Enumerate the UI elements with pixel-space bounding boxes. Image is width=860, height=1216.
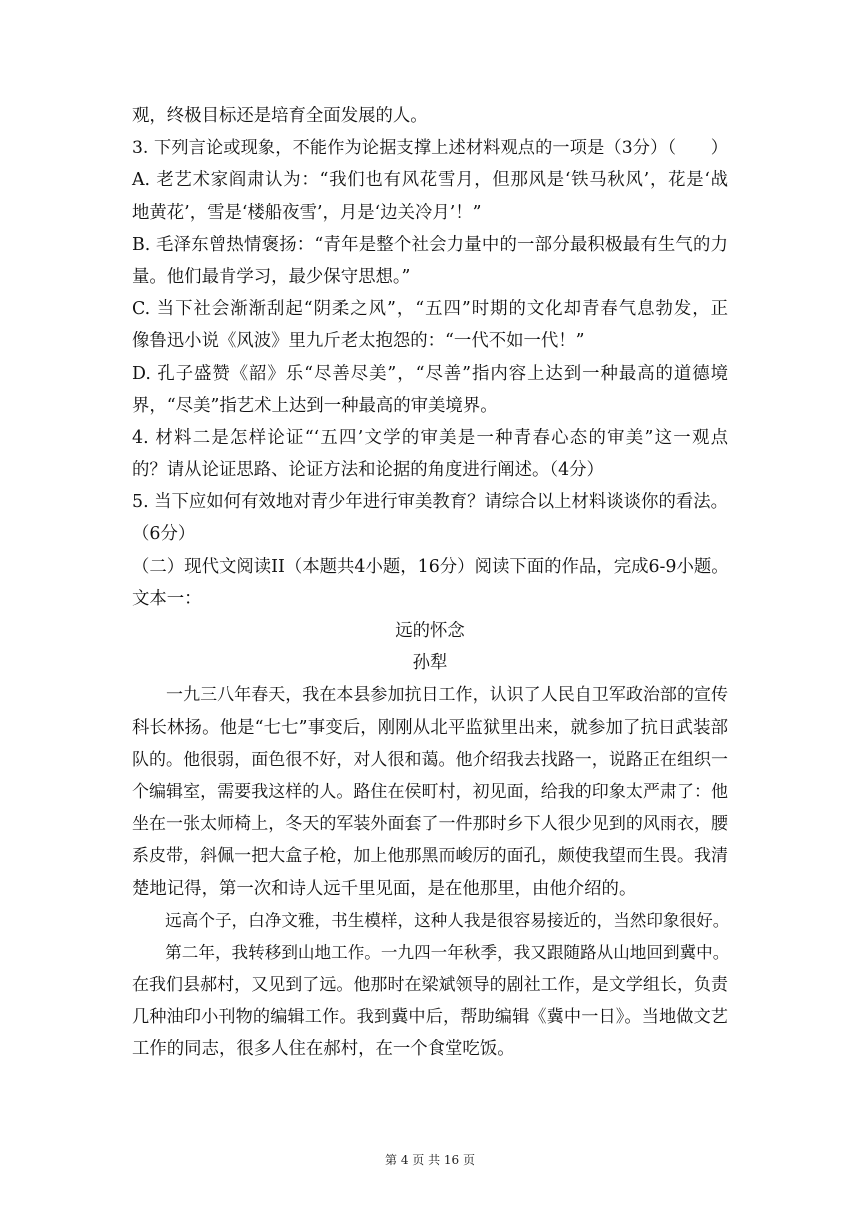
option-b-line-2: 量。他们最肯学习，最少保守思想。”: [132, 266, 411, 287]
article: [132, 615, 728, 1066]
page-footer: 第 4 页 共 16 页: [385, 1153, 475, 1167]
question-4-line-2: 的？请从论证思路、论证方法和论据的角度进行阐述。（4分）: [132, 460, 604, 481]
option-d-line-1: D. 孔子盛赞《韶》乐“尽善尽美”，“尽善”指内容上达到一种最高的道德境: [132, 363, 728, 384]
question-5-line-1: 5. 当下应如何有效地对青少年进行审美教育？请综合以上材料谈谈你的看法。: [132, 492, 729, 513]
text-one-label: 文本一：: [132, 588, 202, 609]
article-line: 个编辑室，需要我这样的人。路住在侯町村，初见面，给我的印象太严肃了：他: [132, 781, 728, 802]
option-a-line-1: A. 老艺术家阎肃认为：“我们也有风花雪月，但那风是‘铁马秋风’，花是‘战: [132, 170, 728, 191]
text-line: 观，终极目标还是培育全面发展的人。: [132, 106, 428, 126]
question-4-line-1: 4. 材料二是怎样论证“‘五四’文学的审美是一种青春心态的审美”这一观点: [132, 427, 728, 448]
option-a-line-2: 地黄花’，雪是‘楼船夜雪’，月是‘边关冷月’！”: [132, 202, 482, 223]
section-heading: （二）现代文阅读II（本题共4小题，16分）阅读下面的作品，完成6-9小题。: [132, 556, 729, 577]
article-line: 几种油印小刊物的编辑工作。我到冀中后，帮助编辑《冀中一日》。当地做文艺: [132, 1007, 728, 1028]
article-title: 远的怀念: [395, 621, 465, 641]
article-author: 孙犁: [412, 653, 448, 674]
article-line: 远高个子，白净文雅，书生模样，这种人我是很容易接近的，当然印象很好。: [132, 910, 730, 930]
article-line: 楚地记得，第一次和诗人远千里见面，是在他那里，由他介绍的。: [132, 878, 637, 899]
article-line: 在我们县郝村，又见到了远。他那时在梁斌领导的剧社工作，是文学组长，负责: [132, 975, 728, 996]
article-line: 第二年，我转移到山地工作。一九四一年秋季，我又跟随路从山地回到冀中。: [132, 942, 730, 962]
questions-section: [132, 100, 728, 615]
article-line: 一九三八年春天，我在本县参加抗日工作，认识了人民自卫军政治部的宣传: [132, 685, 728, 706]
question-5-line-2: （6分）: [132, 524, 196, 545]
option-c-line-2: 像鲁迅小说《风波》里九斤老太抱怨的：“一代不如一代！”: [132, 331, 585, 352]
article-line: 科长林扬。他是“七七”事变后，刚刚从北平监狱里出来，就参加了抗日武装部: [132, 717, 728, 738]
option-d-line-2: 界，“尽美”指艺术上达到一种最高的审美境界。: [132, 395, 498, 416]
option-b-line-1: B. 毛泽东曾热情褒扬：“青年是整个社会力量中的一部分最积极最有生气的力: [132, 234, 728, 255]
article-line: 工作的同志，很多人住在郝村，在一个食堂吃饭。: [132, 1039, 515, 1060]
article-line: 坐在一张太师椅上，冬天的军装外面套了一件那时乡下人很少见到的风雨衣，腰: [132, 814, 728, 835]
article-line: 系皮带，斜佩一把大盒子枪，加上他那黑而峻厉的面孔，颇使我望而生畏。我清: [132, 846, 728, 867]
question-3: 3. 下列言论或现象，不能作为论据支撑上述材料观点的一项是（3分）（ ）: [132, 138, 728, 159]
document-page: [132, 100, 728, 1066]
option-c-line-1: C. 当下社会渐渐刮起“阴柔之风”，“五四”时期的文化却青春气息勃发，正: [132, 299, 728, 320]
article-line: 队的。他很弱，面色很不好，对人很和蔼。他介绍我去找路一，说路正在组织一: [132, 749, 728, 770]
